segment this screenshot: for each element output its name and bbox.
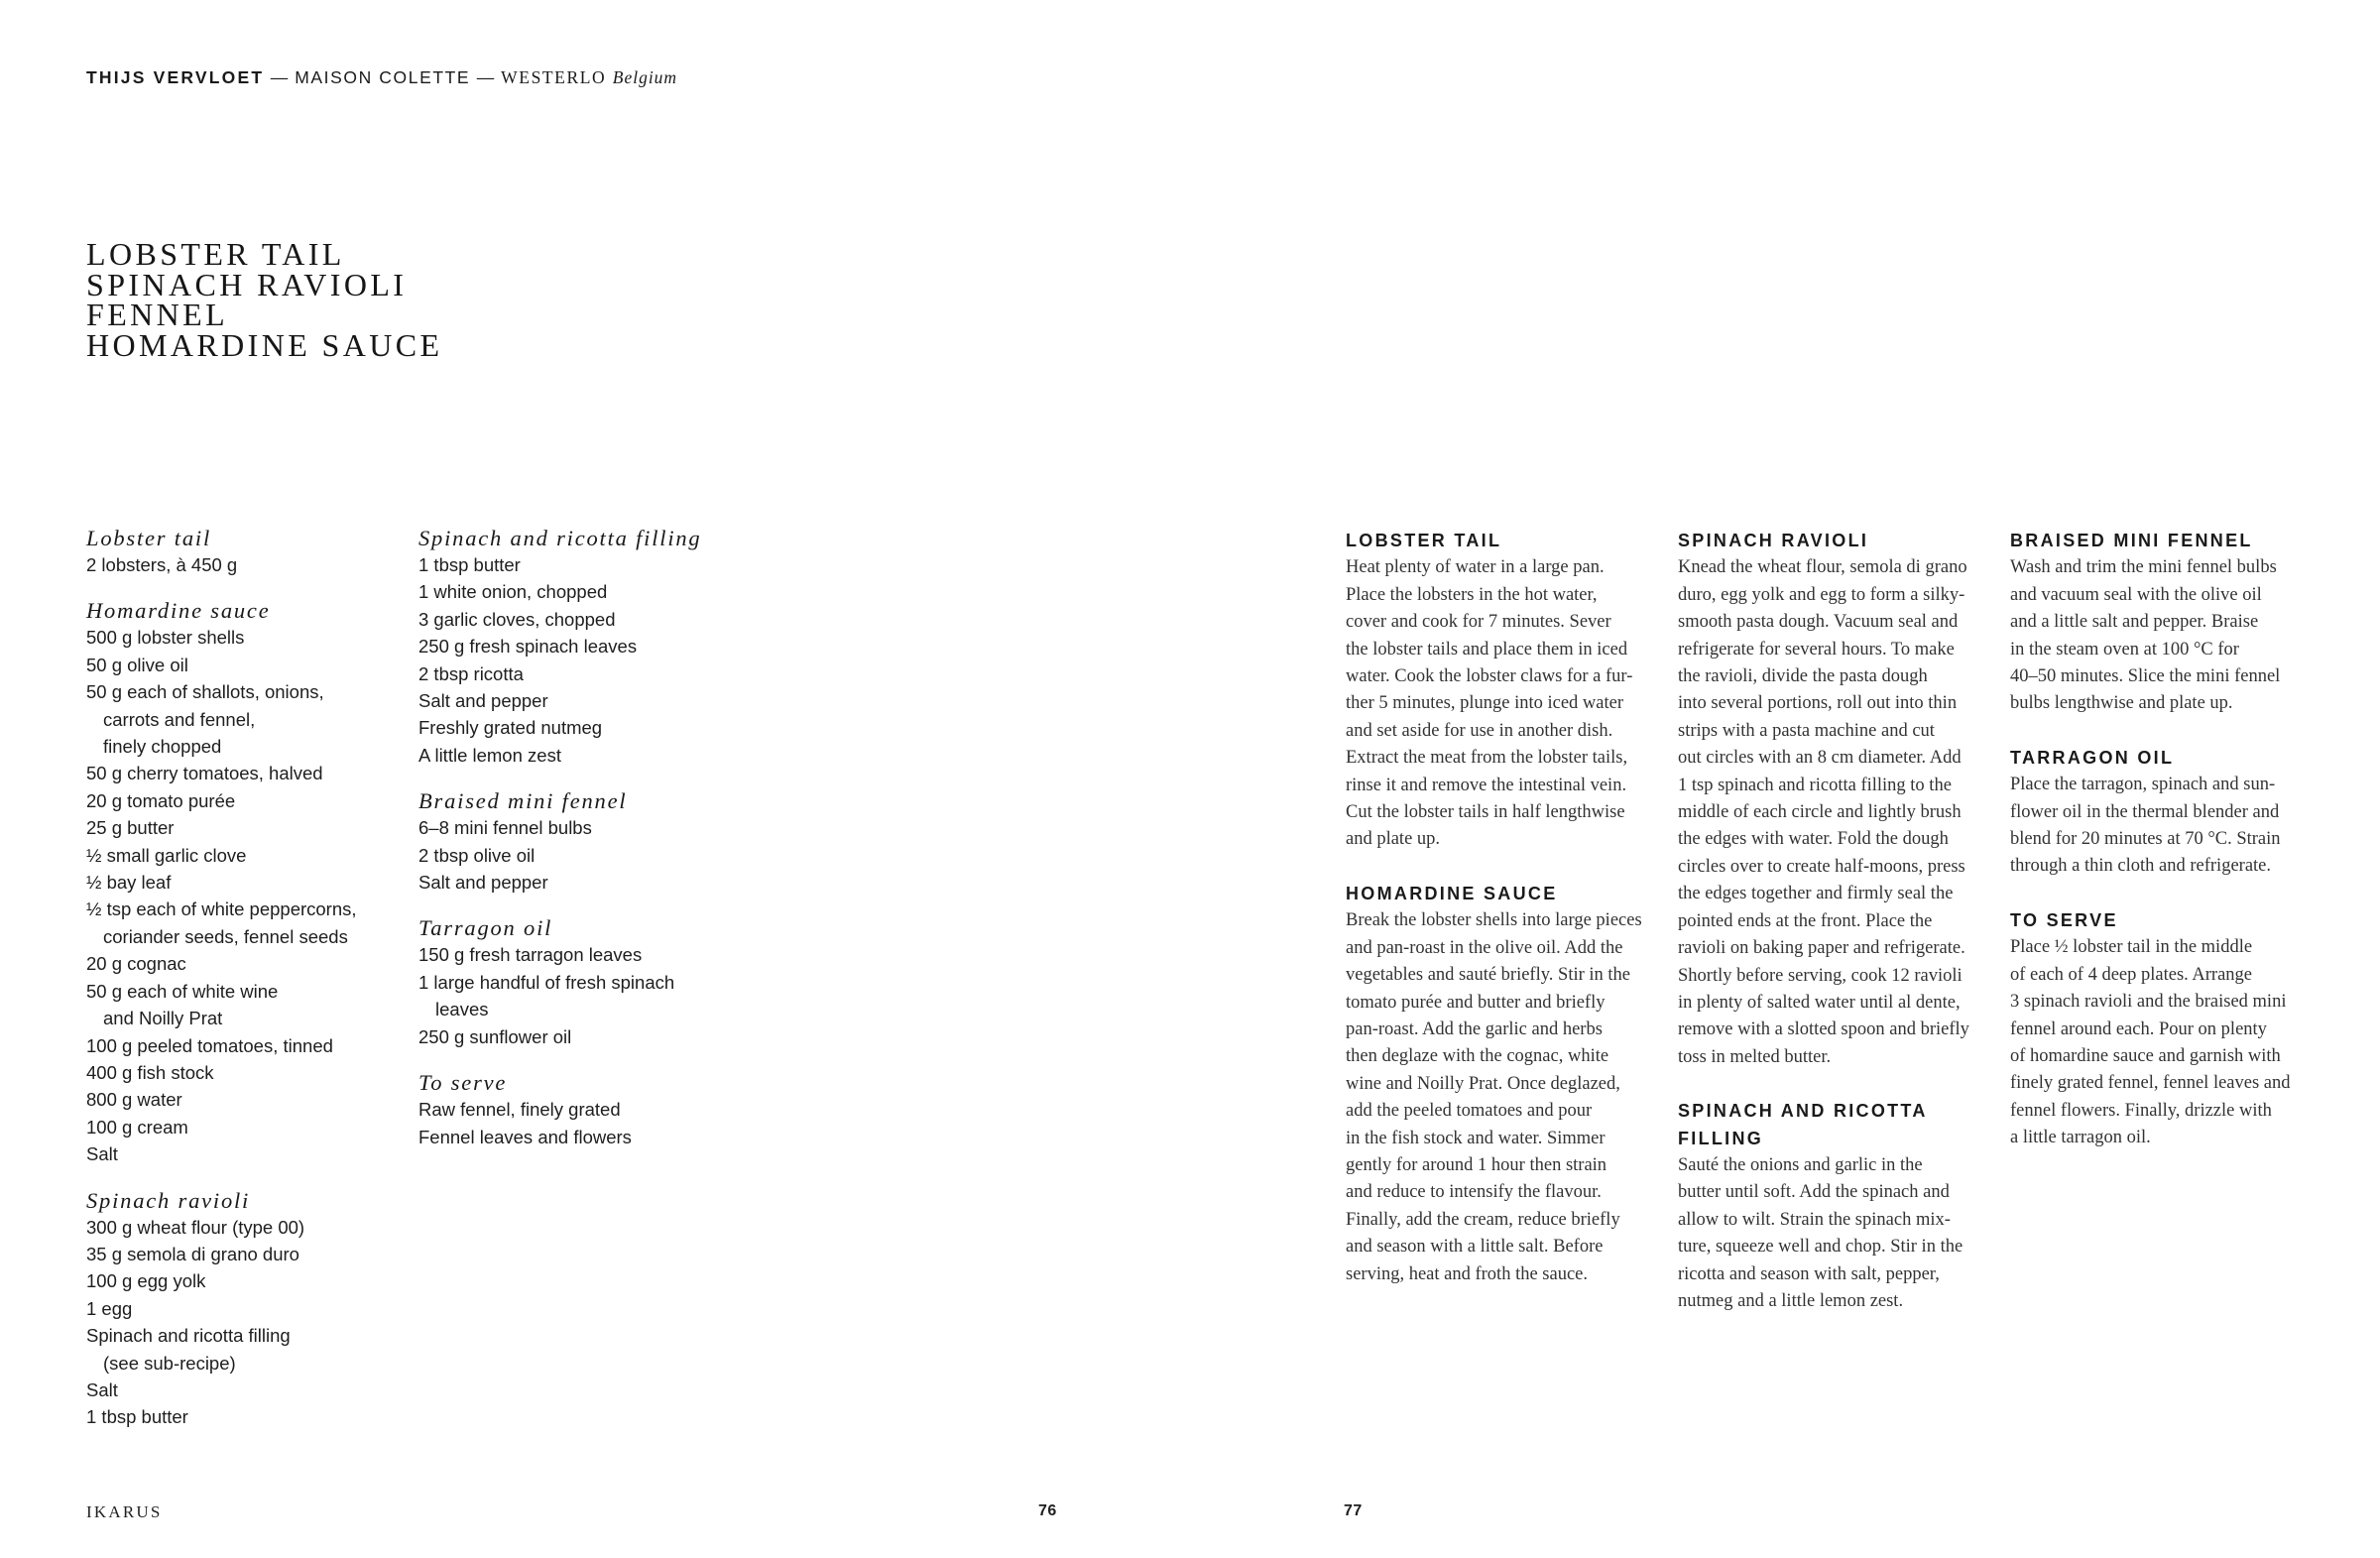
method-line: strips with a pasta machine and cut — [1678, 720, 1935, 741]
ingredient-text: Fennel leaves and flowers — [418, 1126, 632, 1147]
method-line: Place ½ lobster tail in the middle — [2010, 937, 2253, 958]
page-number-right: 77 — [1344, 1502, 1363, 1519]
ingredient-item — [86, 760, 384, 786]
ingredient-section-heading: Tarragon oil — [418, 915, 553, 941]
method-line: and plate up. — [1346, 829, 1441, 850]
ingredient-item — [86, 1086, 384, 1113]
method-line: and vacuum seal with the olive oil — [2010, 584, 2262, 605]
ingredient-text: 250 g fresh spinach leaves — [418, 636, 638, 658]
ingredient-item — [86, 1322, 384, 1377]
ingredient-item — [86, 978, 384, 1032]
method-line: ricotta and season with salt, pepper, — [1678, 1263, 1940, 1284]
ingredient-text: 2 tbsp olive oil — [418, 844, 536, 866]
ingredient-item — [86, 1377, 384, 1403]
ingredient-item — [418, 606, 716, 633]
ingredient-text: 500 g lobster shells — [86, 627, 245, 649]
method-text — [2010, 554, 2313, 717]
title-line: FENNEL — [86, 297, 229, 332]
method-text — [2010, 934, 2313, 1151]
ingredient-text-continued: and Noilly Prat — [103, 1008, 223, 1029]
method-line: in the fish stock and water. Simmer — [1346, 1128, 1606, 1148]
ingredient-section-heading: Lobster tail — [86, 526, 211, 550]
method-line: ture, squeeze well and chop. Stir in the — [1678, 1237, 1964, 1258]
ingredient-item — [86, 869, 384, 896]
ingredient-section-heading: Spinach ravioli — [86, 1187, 251, 1213]
method-line: Cut the lobster tails in half lengthwise — [1346, 802, 1625, 823]
ingredient-item — [418, 687, 716, 714]
ingredient-text: Salt — [86, 1378, 118, 1400]
ingredient-item — [418, 714, 716, 741]
method-line: refrigerate for several hours. To make — [1678, 639, 1955, 659]
ingredient-text: 50 g each of shallots, onions, — [86, 681, 324, 703]
method-section-heading: SPINACH RAVIOLI — [1678, 531, 1869, 550]
ingredient-text: Salt — [86, 1143, 118, 1165]
method-line: then deglaze with the cognac, white — [1346, 1046, 1609, 1067]
method-line: in plenty of salted water until al dente, — [1678, 992, 1961, 1013]
method-line: blend for 20 minutes at 70 °C. Strain — [2010, 829, 2281, 850]
ingredient-item — [418, 578, 716, 605]
ingredient-item — [418, 1023, 716, 1050]
method-line: finely grated fennel, fennel leaves and — [2010, 1073, 2291, 1094]
method-line: and reduce to intensify the flavour. — [1346, 1182, 1602, 1203]
header-separator: — — [270, 67, 289, 87]
method-text — [1346, 907, 1648, 1288]
method-line: butter until soft. Add the spinach and — [1678, 1182, 1950, 1203]
ingredient-text: 800 g water — [86, 1089, 182, 1111]
ingredient-item — [86, 896, 384, 950]
method-section — [2010, 907, 2313, 1152]
ingredient-item — [86, 1214, 384, 1241]
page-number-left: 76 — [1038, 1502, 1057, 1519]
ingredient-text: 100 g peeled tomatoes, tinned — [86, 1034, 333, 1056]
ingredient-item — [418, 551, 716, 578]
ingredient-section — [418, 525, 716, 769]
header-separator: — — [476, 67, 495, 87]
ingredient-text: 2 tbsp ricotta — [418, 662, 524, 684]
title-line: HOMARDINE SAUCE — [86, 326, 443, 363]
method-line: 3 spinach ravioli and the braised mini — [2010, 992, 2287, 1013]
method-column-1 — [1346, 528, 1648, 1315]
method-section — [1678, 528, 1980, 1071]
ingredient-text: 1 large handful of fresh spinach — [418, 971, 675, 993]
ingredient-item — [86, 1140, 384, 1167]
method-line: Finally, add the cream, reduce briefly — [1346, 1209, 1620, 1230]
ingredient-item — [418, 660, 716, 687]
method-section — [1346, 528, 1648, 854]
ingredient-item — [86, 1059, 384, 1086]
recipe-title — [86, 236, 443, 363]
method-line: in the steam oven at 100 °C for — [2010, 639, 2239, 659]
ingredient-item — [418, 633, 716, 659]
method-line: duro, egg yolk and egg to form a silky- — [1678, 584, 1965, 605]
ingredient-text: Freshly grated nutmeg — [418, 717, 603, 739]
ingredient-item — [418, 969, 716, 1023]
ingredient-item — [86, 1241, 384, 1267]
ingredient-text: 50 g cherry tomatoes, halved — [86, 763, 323, 784]
ingredient-text: 1 tbsp butter — [418, 554, 521, 575]
method-line: add the peeled tomatoes and pour — [1346, 1101, 1593, 1122]
method-line: 40–50 minutes. Slice the mini fennel — [2010, 666, 2281, 687]
ingredient-text: 3 garlic cloves, chopped — [418, 608, 616, 630]
method-section-heading: LOBSTER TAIL — [1346, 531, 1502, 550]
ingredient-item — [86, 624, 384, 651]
ingredient-text: A little lemon zest — [418, 744, 561, 766]
method-section-heading: TARRAGON OIL — [2010, 747, 2175, 768]
method-line: Shortly before serving, cook 12 ravioli — [1678, 965, 1963, 986]
method-line: Knead the wheat flour, semola di grano — [1678, 557, 1967, 578]
ingredient-text: ½ small garlic clove — [86, 844, 247, 866]
ingredient-text: Spinach and ricotta filling — [86, 1325, 291, 1347]
method-line: of homardine sauce and garnish with — [2010, 1045, 2281, 1066]
method-section-heading: HOMARDINE SAUCE — [1346, 883, 1558, 903]
method-line: toss in melted butter. — [1678, 1046, 1832, 1067]
ingredient-text: 1 white onion, chopped — [418, 581, 608, 603]
method-line: of each of 4 deep plates. Arrange — [2010, 964, 2252, 985]
method-line: the ravioli, divide the pasta dough — [1678, 666, 1928, 687]
method-line: allow to wilt. Strain the spinach mix- — [1678, 1209, 1951, 1230]
method-line: remove with a slotted spoon and briefly — [1678, 1019, 1969, 1040]
ingredient-text: 400 g fish stock — [86, 1061, 214, 1083]
method-text — [1678, 1152, 1980, 1315]
method-line: cover and cook for 7 minutes. Sever — [1346, 612, 1611, 633]
method-section-heading: TO SERVE — [2010, 909, 2118, 930]
method-text — [2010, 772, 2313, 881]
ingredient-section-heading: To serve — [418, 1070, 508, 1096]
method-line: a little tarragon oil. — [2010, 1128, 2151, 1148]
method-line: circles over to create half-moons, press — [1678, 856, 1965, 877]
method-line: the edges together and firmly seal the — [1678, 884, 1954, 904]
ingredient-text: 100 g egg yolk — [86, 1270, 206, 1292]
method-line: fennel around each. Pour on plenty — [2010, 1019, 2267, 1039]
method-line: out circles with an 8 cm diameter. Add — [1678, 748, 1962, 769]
method-section — [2010, 745, 2313, 881]
method-line: Heat plenty of water in a large pan. — [1346, 557, 1605, 578]
method-line: and a little salt and pepper. Braise — [2010, 612, 2259, 633]
ingredient-text-continued: leaves — [435, 999, 489, 1020]
method-line: rinse it and remove the intestinal vein. — [1346, 775, 1627, 795]
ingredient-text: 6–8 mini fennel bulbs — [418, 817, 592, 839]
method-section — [1678, 1098, 1980, 1315]
ingredient-section-heading: Homardine sauce — [86, 598, 271, 624]
method-line: Place the lobsters in the hot water, — [1346, 584, 1598, 605]
method-line: pan-roast. Add the garlic and herbs — [1346, 1019, 1603, 1039]
ingredient-item — [86, 1032, 384, 1059]
ingredient-item — [86, 814, 384, 841]
ingredient-text: 25 g butter — [86, 817, 175, 839]
ingredient-text: 2 lobsters, à 450 g — [86, 554, 238, 575]
ingredient-item — [418, 941, 716, 968]
method-line: into several portions, roll out into thin — [1678, 693, 1958, 714]
ingredient-text: 150 g fresh tarragon leaves — [418, 944, 643, 966]
ingredient-text: 50 g olive oil — [86, 654, 188, 675]
method-line: and set aside for use in another dish. — [1346, 720, 1613, 741]
ingredient-section — [86, 597, 384, 1167]
ingredient-item — [418, 842, 716, 869]
method-line: Place the tarragon, spinach and sun- — [2010, 775, 2276, 795]
method-section — [2010, 528, 2313, 718]
ingredient-section — [418, 787, 716, 896]
title-line: LOBSTER TAIL — [86, 236, 345, 272]
method-section-heading: SPINACH AND RICOTTA FILLING — [1678, 1101, 1928, 1148]
country-name: Belgium — [612, 67, 678, 87]
title-line: SPINACH RAVIOLI — [86, 266, 408, 302]
restaurant-name: MAISON COLETTE — [295, 67, 471, 87]
method-section-heading: BRAISED MINI FENNEL — [2010, 531, 2253, 550]
ingredient-text-continued: (see sub-recipe) — [103, 1352, 236, 1374]
ingredient-text: 20 g cognac — [86, 953, 186, 975]
ingredient-text-continued: finely chopped — [103, 736, 222, 758]
method-line: flower oil in the thermal blender and — [2010, 801, 2280, 822]
method-text — [1678, 554, 1980, 1071]
method-line: ther 5 minutes, plunge into iced water — [1346, 693, 1623, 714]
ingredient-text: 1 tbsp butter — [86, 1406, 188, 1428]
ingredient-section-heading: Braised mini fennel — [418, 788, 628, 814]
ingredient-text: 250 g sunflower oil — [418, 1025, 572, 1047]
ingredient-item — [418, 869, 716, 896]
method-line: Wash and trim the mini fennel bulbs — [2010, 557, 2277, 578]
method-line: vegetables and sauté briefly. Stir in the — [1346, 965, 1631, 986]
publisher-name: IKARUS — [86, 1502, 163, 1521]
ingredient-item — [86, 1267, 384, 1294]
ingredient-text: ½ tsp each of white peppercorns, — [86, 899, 357, 920]
ingredient-text: Salt and pepper — [418, 872, 548, 894]
ingredient-text: 35 g semola di grano duro — [86, 1243, 299, 1264]
running-header — [86, 67, 677, 88]
ingredient-text: 1 egg — [86, 1297, 133, 1319]
ingredient-item — [86, 551, 384, 578]
ingredient-item — [86, 1403, 384, 1430]
method-text — [1346, 554, 1648, 853]
ingredient-section — [418, 914, 716, 1050]
method-line: pointed ends at the front. Place the — [1678, 910, 1933, 931]
ingredient-text: 100 g cream — [86, 1116, 188, 1138]
city-name: WESTERLO — [501, 67, 607, 87]
ingredient-section — [86, 525, 384, 578]
method-line: ravioli on baking paper and refrigerate. — [1678, 938, 1965, 959]
method-line: Sauté the onions and garlic in the — [1678, 1154, 1923, 1175]
ingredient-text: 50 g each of white wine — [86, 980, 279, 1002]
ingredient-text: Salt and pepper — [418, 690, 548, 712]
ingredient-section — [86, 1187, 384, 1431]
method-line: middle of each circle and lightly brush — [1678, 802, 1962, 823]
method-column-2 — [1678, 528, 1980, 1342]
ingredient-item — [418, 1096, 716, 1123]
method-line: wine and Noilly Prat. Once deglazed, — [1346, 1073, 1620, 1094]
ingredient-section — [418, 1069, 716, 1150]
method-line: Break the lobster shells into large pieces — [1346, 910, 1642, 931]
ingredient-text: 20 g tomato purée — [86, 789, 236, 811]
ingredient-item — [86, 1114, 384, 1140]
ingredient-text: Raw fennel, finely grated — [418, 1099, 621, 1121]
method-line: nutmeg and a little lemon zest. — [1678, 1290, 1904, 1311]
ingredient-text-continued: carrots and fennel, — [103, 708, 256, 730]
method-line: tomato purée and butter and briefly — [1346, 992, 1606, 1013]
method-section — [1346, 881, 1648, 1288]
ingredient-section-heading: Spinach and ricotta filling — [418, 526, 702, 550]
ingredient-item — [86, 787, 384, 814]
ingredient-item — [86, 678, 384, 760]
ingredient-text: 300 g wheat flour (type 00) — [86, 1216, 305, 1238]
method-line: serving, heat and froth the sauce. — [1346, 1263, 1589, 1284]
ingredient-item — [86, 652, 384, 678]
ingredients-column-right — [418, 525, 716, 1169]
ingredient-item — [86, 842, 384, 869]
method-line: the lobster tails and place them in iced — [1346, 639, 1628, 659]
method-line: and season with a little salt. Before — [1346, 1237, 1604, 1258]
ingredient-item — [86, 950, 384, 977]
ingredients-column-left — [86, 525, 384, 1450]
method-line: the edges with water. Fold the dough — [1678, 829, 1949, 850]
ingredient-item — [86, 1295, 384, 1322]
method-line: water. Cook the lobster claws for a fur- — [1346, 666, 1633, 687]
method-line: gently for around 1 hour then strain — [1346, 1154, 1607, 1175]
method-line: smooth pasta dough. Vacuum seal and — [1678, 612, 1959, 633]
method-line: bulbs lengthwise and plate up. — [2010, 693, 2233, 714]
ingredient-text-continued: coriander seeds, fennel seeds — [103, 925, 348, 947]
ingredient-item — [418, 814, 716, 841]
ingredient-item — [418, 1124, 716, 1150]
method-column-3 — [2010, 528, 2313, 1179]
method-line: and pan-roast in the olive oil. Add the — [1346, 937, 1623, 958]
method-line: 1 tsp spinach and ricotta filling to the — [1678, 775, 1952, 795]
ingredient-item — [418, 742, 716, 769]
ingredient-text: ½ bay leaf — [86, 872, 172, 894]
method-line: through a thin cloth and refrigerate. — [2010, 856, 2272, 877]
method-line: fennel flowers. Finally, drizzle with — [2010, 1100, 2272, 1121]
method-line: Extract the meat from the lobster tails, — [1346, 748, 1628, 769]
chef-name: THIJS VERVLOET — [86, 67, 265, 87]
